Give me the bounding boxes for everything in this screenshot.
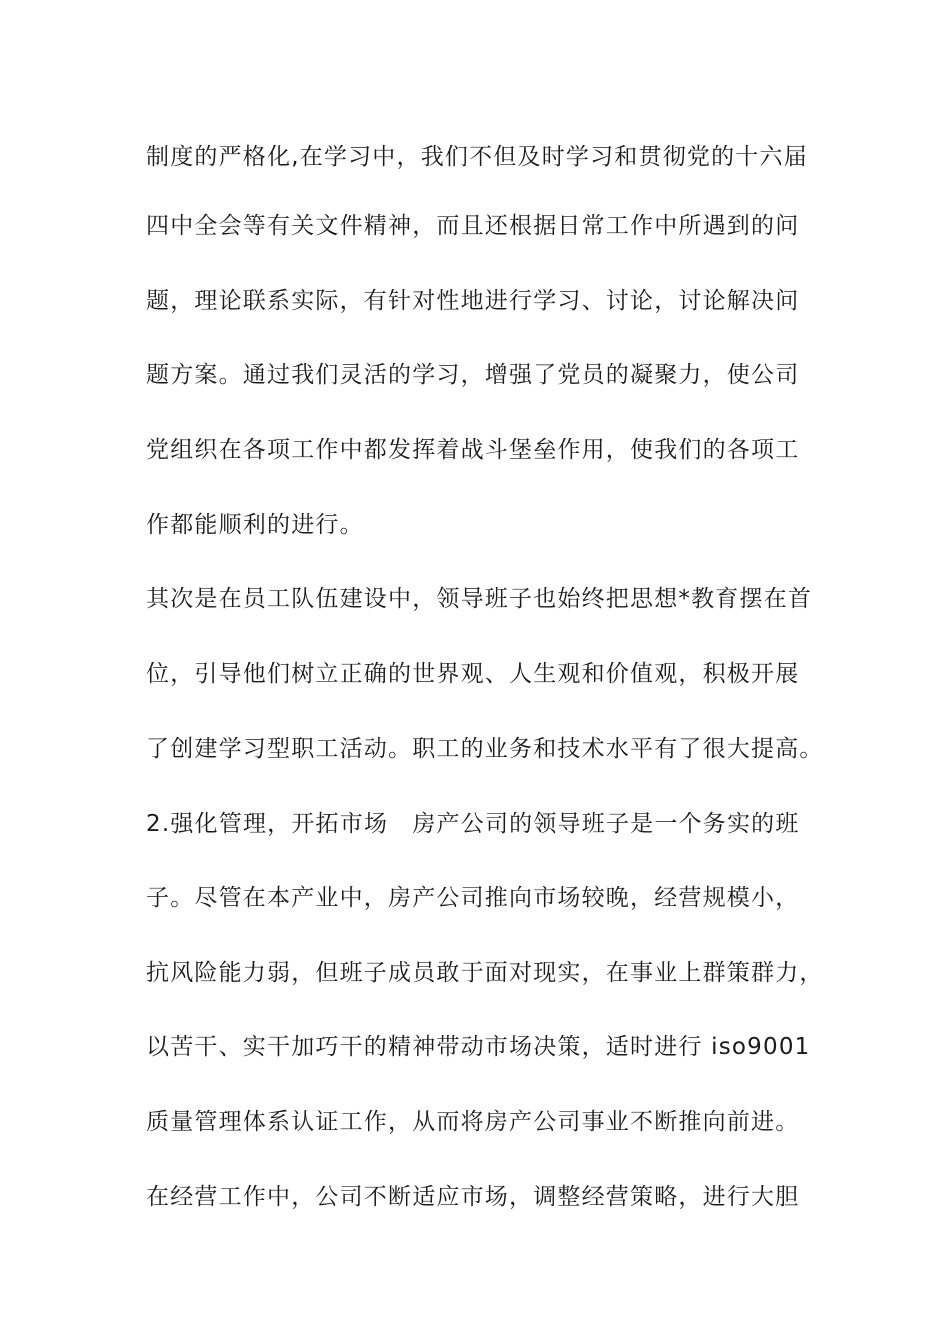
text-line: 位，引导他们树立正确的世界观、人生观和价值观，积极开展 <box>146 661 800 687</box>
text-line: 其次是在员工队伍建设中，领导班子也始终把思想*教育摆在首 <box>146 586 813 612</box>
text-line: 子。尽管在本产业中，房产公司推向市场较晚，经营规模小， <box>146 885 800 911</box>
text-line: 在经营工作中，公司不断适应市场，调整经营策略，进行大胆 <box>146 1184 800 1210</box>
text-line: 制度的严格化,在学习中，我们不但及时学习和贯彻党的十六届 <box>146 144 808 170</box>
text-line: 题，理论联系实际，有针对性地进行学习、讨论，讨论解决问 <box>146 288 800 314</box>
text-line: 以苦干、实干加巧干的精神带动市场决策，适时进行 iso9001 <box>146 1034 811 1060</box>
text-line: 题方案。通过我们灵活的学习，增强了党员的凝聚力，使公司 <box>146 362 800 388</box>
text-line: 作都能顺利的进行。 <box>146 512 364 538</box>
text-line: 了创建学习型职工活动。职工的业务和技术水平有了很大提高。 <box>146 736 824 762</box>
text-line: 四中全会等有关文件精神，而且还根据日常工作中所遇到的问 <box>146 213 800 239</box>
text-line: 党组织在各项工作中都发挥着战斗堡垒作用，使我们的各项工 <box>146 437 800 463</box>
text-line: 2.强化管理，开拓市场 房产公司的领导班子是一个务实的班 <box>146 811 800 837</box>
text-line: 质量管理体系认证工作，从而将房产公司事业不断推向前进。 <box>146 1109 800 1135</box>
text-line: 抗风险能力弱，但班子成员敢于面对现实，在事业上群策群力， <box>146 960 824 986</box>
